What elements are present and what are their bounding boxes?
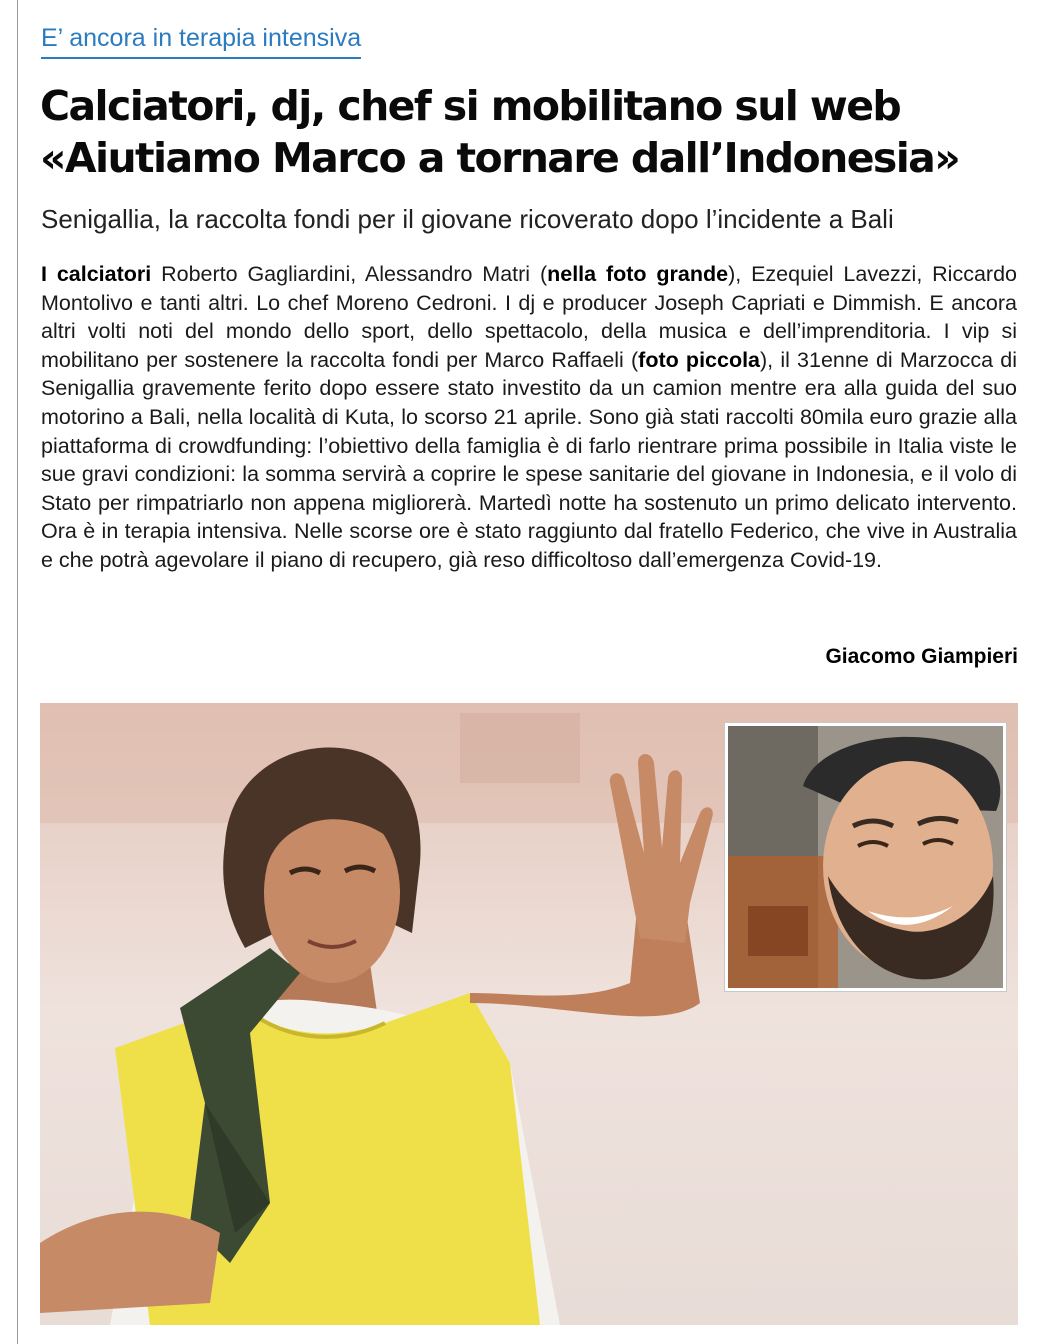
body-part-2: ), Ezequiel Lavezzi, Riccardo Montolivo e tanti altri. Lo chef Moreno Cedroni. I dj e producer Joseph Capriati e Dimmish. E ancora altri volti noti del mondo dello sport, dello spettacolo, della musica e dell’imprenditoria. I vip si mobilitano per sostenere la raccolta fondi per Marco Raffaeli (	[41, 262, 1017, 372]
body-bold-small-photo: foto piccola	[638, 347, 761, 372]
body-part-1: Roberto Gagliardini, Alessandro Matri (	[151, 262, 548, 286]
article-byline: Giacomo Giampieri	[825, 645, 1018, 668]
headline-line-1: Calciatori, dj, chef si mobilitano sul web	[40, 82, 901, 130]
headline-line-2: «Aiutiamo Marco a tornare dall’Indonesia»	[40, 134, 960, 182]
body-bold-big-photo: nella foto grande	[547, 262, 729, 286]
article-subheadline: Senigallia, la raccolta fondi per il giovane ricoverato dopo l’incidente a Bali	[41, 204, 894, 234]
inset-photo-marco	[725, 723, 1006, 991]
article-body	[41, 260, 1017, 575]
body-part-3: ), il 31enne di Marzocca di Senigallia gravemente ferito dopo essere stato investito da un camion mentre era alla guida del suo motorino a Bali, nella località di Kuta, lo scorso 21 aprile. Sono già stati raccolti 80mila euro grazie alla piattaforma di crowdfunding: l’obiettivo della famiglia è di farlo rientrare prima possibile in Italia viste le sue gravi condizioni: la somma servirà a coprire le spese sanitarie del giovane in Indonesia, e il volo di Stato per rimpatriarlo non appena migliorerà. Martedì notte ha sostenuto un primo delicato intervento. Ora è in terapia intensiva. Nelle scorse ore è stato raggiunto dal fratello Federico, che vive in Australia e che potrà agevolare il piano di recupero, già reso difficoltoso dall’emergenza Covid-19.	[41, 347, 1017, 572]
body-lead-bold: I calciatori	[41, 262, 152, 286]
article-kicker: E’ ancora in terapia intensiva	[41, 22, 361, 59]
page-margin-rule	[17, 0, 18, 1344]
marco-illustration	[728, 726, 1003, 988]
article-headline	[40, 80, 1030, 184]
